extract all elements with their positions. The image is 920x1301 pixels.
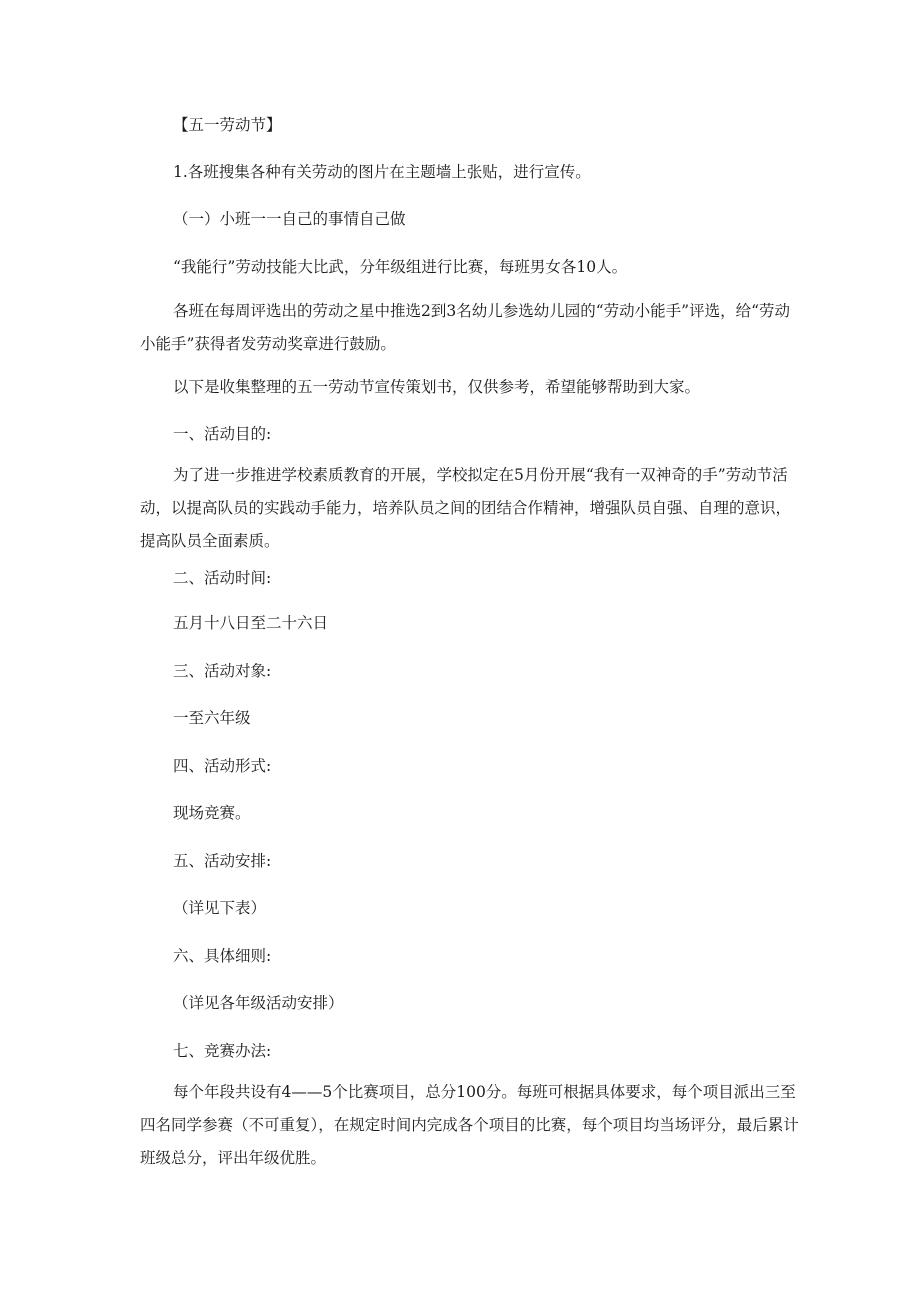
paragraph-15: （详见下表） [173, 899, 267, 917]
paragraph-16: 六、具体细则: [173, 947, 272, 965]
paragraph-5: 以下是收集整理的五一劳动节宣传策划书，仅供参考，希望能够帮助到大家。 [173, 378, 701, 396]
paragraph-11: 一至六年级 [173, 709, 251, 727]
paragraph-9: 五月十八日至二十六日 [173, 614, 329, 632]
paragraph-2: （一）小班一一自己的事情自己做 [173, 210, 406, 228]
paragraph-1: 1.各班搜集各种有关劳动的图片在主题墙上张贴，进行宣传。 [173, 163, 591, 181]
paragraph-18: 七、竞赛办法: [173, 1042, 272, 1060]
paragraph-7: 为了进一步推进学校素质教育的开展，学校拟定在5月份开展“我有一双神奇的手”劳动节活动，以提高队员的实践动手能力，培养队员之间的团结合作精神，增强队员自强、自理的意识，提高队员全面素质。 [140, 466, 792, 550]
paragraph-12: 四、活动形式: [173, 757, 272, 775]
paragraph-14: 五、活动安排: [173, 852, 272, 870]
paragraph-8: 二、活动时间: [173, 569, 272, 587]
section-heading: 【五一劳动节】 [173, 116, 282, 134]
paragraph-13: 现场竞赛。 [173, 804, 251, 822]
paragraph-19: 每个年段共设有4——5个比赛项目，总分100分。每班可根据具体要求，每个项目派出三至四名同学参赛（不可重复），在规定时间内完成各个项目的比赛，每个项目均当场评分，最后累计班级总分，评出年级优胜。 [140, 1083, 799, 1167]
paragraph-6: 一、活动目的: [173, 425, 272, 443]
paragraph-17: （详见各年级活动安排） [173, 994, 344, 1012]
paragraph-4: 各班在每周评选出的劳动之星中推选2到3名幼儿参选幼儿园的“劳动小能手”评选，给“劳动小能手”获得者发劳动奖章进行鼓励。 [140, 302, 790, 353]
paragraph-10: 三、活动对象: [173, 662, 272, 680]
paragraph-3: “我能行”劳动技能大比武，分年级组进行比赛，每班男女各10人。 [173, 258, 628, 276]
